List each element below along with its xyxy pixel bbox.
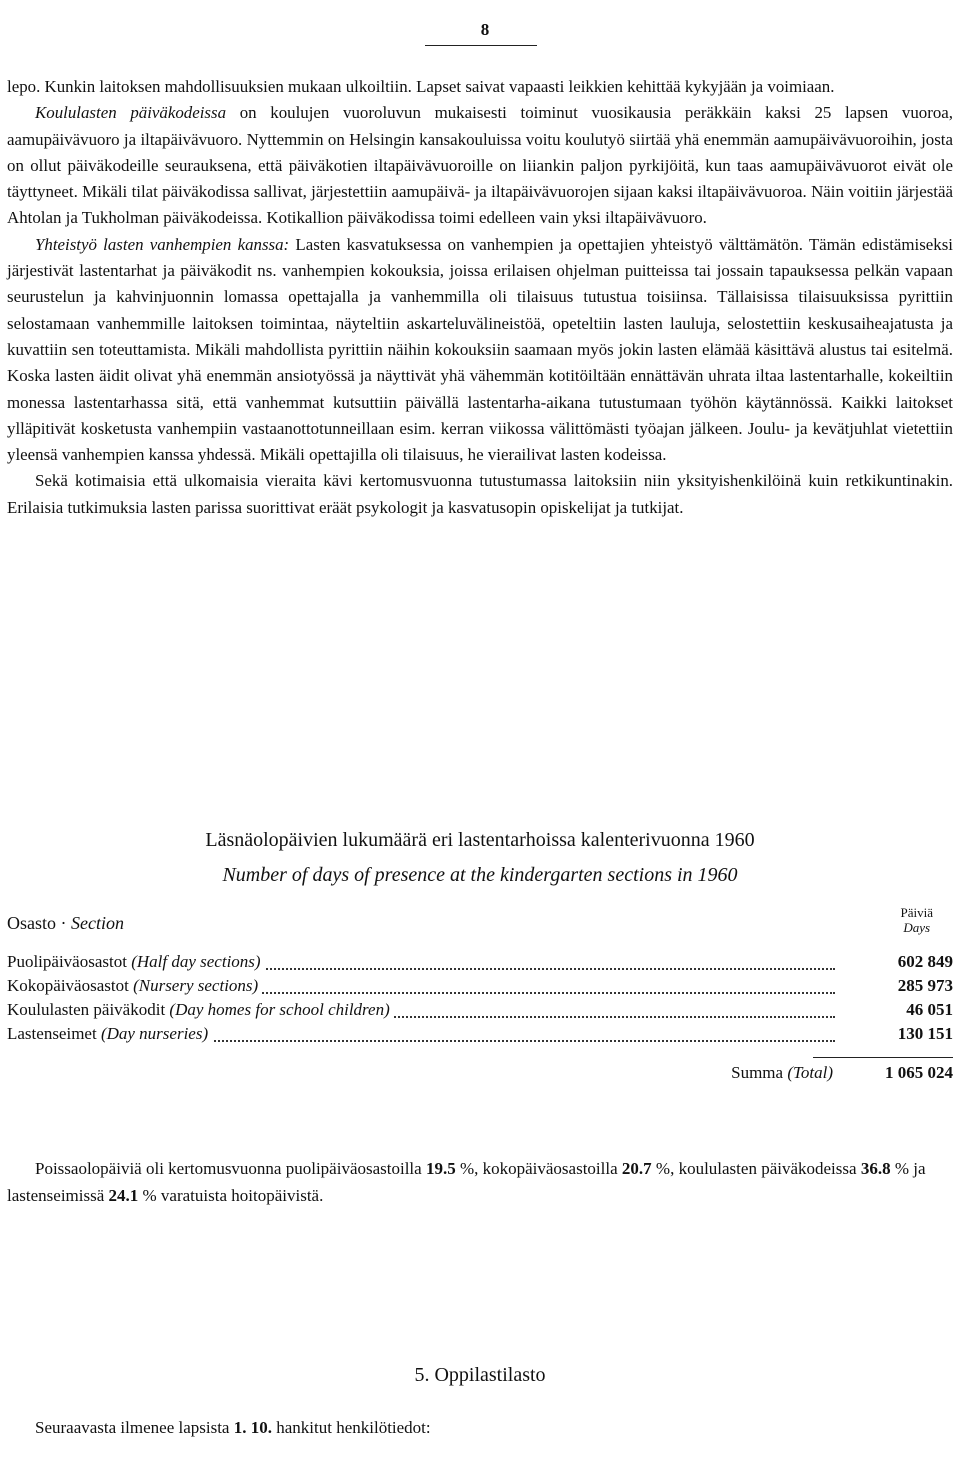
column-header-days-fi: Päiviä xyxy=(900,905,933,920)
absence-value: 19.5 xyxy=(425,1159,456,1178)
absence-value: 36.8 xyxy=(860,1159,891,1178)
row-value: 130 151 xyxy=(897,1024,953,1043)
table-total-row xyxy=(7,1063,953,1087)
paragraph-3-italic: Yhteistyö lasten vanhempien kanssa: xyxy=(35,234,290,254)
paragraph-4: Sekä kotimaisia että ulkomaisia vieraita kävi kertomusvuonna tutustumassa laitoksiin niin yksityishenkilöinä kuin retkikuntinakin. Erilaisia tutkimuksia lasten parissa suorittivat eräät psykologit ja kasvatusopin opiskelijat ja tutkijat. xyxy=(7,471,953,517)
table-caption-english: Number of days of presence at the kindergarten sections in 1960 xyxy=(222,864,738,886)
page-number-rule xyxy=(425,45,537,46)
total-value: 1 065 024 xyxy=(885,1063,953,1082)
paragraph-3 xyxy=(7,232,953,469)
row-value: 602 849 xyxy=(897,952,953,971)
table-row xyxy=(7,1024,953,1048)
total-rule xyxy=(813,1057,953,1058)
closing-line: Seuraavasta ilmenee lapsista 1. 10. hankitut henkilötiedot: xyxy=(35,1418,431,1437)
column-header-section-en: Section xyxy=(71,913,124,933)
row-label: Kokopäiväosastot (Nursery sections) xyxy=(7,976,262,996)
column-header-section xyxy=(7,913,124,934)
column-header-days-en: Days xyxy=(903,920,931,935)
table-row xyxy=(7,976,953,1000)
paragraph-3-text: Lasten kasvatuksessa on vanhempien ja opettajien yhteistyö välttämätön. Tämän edistämiseksi järjestivät lastentarhat ja päiväkodit ns. vanhempien kokouksia, joissa erilaisen ohjelman puitteissa tai jossain tapauksessa pelkän vapaan seurustelun ja kahvinjuonnin lomassa opettajalla ja vanhemmilla oli tilaisuus tutustua toisiinsa. Tällaisissa tilaisuuksissa pyrittiin selostamaan vanhemmille laitoksen toimintaa, näyteltiin askarteluvälineistöä, opeteltiin lasten lauluja, selostettiin keskusaiheajatusta ja kuvattiin sen toteuttamista. Mikäli mahdollista pyrittiin näihin kokouksiin saamaan myös jokin lasten elämää käsittävä alustus tai esitelmä. Koska lasten äidit olivat yhä enemmän ansiotyössä ja näyttivät yhä vähemmän kotitöiltään ennättävän uhrata iltaa lastentarhalle, kokeiltiin monessa lastentarhassa sitä, että vanhemmat kutsuttiin päivällä lastentarha-aikana tutustumaan työhön käytännössä. Kaikki laitokset ylläpitivät kosketusta vanhempiin vastaanottotunneillaan esim. kerran viikossa välittömästi työajan jälkeen. Joulu- ja kevätjuhlat vietettiin yleensä vanhempien kanssa yhdessä. Mikäli opettajilla oli tilaisuus, he vierailivat lasten kodeissa. xyxy=(7,234,953,465)
table-caption-finnish: Läsnäolopäivien lukumäärä eri lastentarhoissa kalenterivuonna 1960 xyxy=(205,829,755,851)
table-row xyxy=(7,1000,953,1024)
absence-value: 20.7 xyxy=(621,1159,652,1178)
row-value: 46 051 xyxy=(906,1000,953,1019)
row-value: 285 973 xyxy=(897,976,953,995)
table-header xyxy=(7,905,953,945)
section-heading: 5. Oppilastilasto xyxy=(414,1364,546,1386)
total-label: Summa (Total) xyxy=(731,1063,833,1082)
absence-paragraph: Poissaolopäiviä oli kertomusvuonna puolipäiväosastoilla 19.5 %, kokopäiväosastoilla 20.7 %, koululasten päiväkodeissa 36.8 % ja lastenseimissä 24.1 % varatuista hoitopäivistä. xyxy=(7,1159,926,1205)
table-row xyxy=(7,952,953,976)
closing-date: 1. 10. xyxy=(233,1418,272,1437)
body-text xyxy=(7,74,953,521)
column-header-separator: · xyxy=(60,913,67,933)
row-label: Koululasten päiväkodit (Day homes for school children) xyxy=(7,1000,394,1020)
paragraph-1: lepo. Kunkin laitoksen mahdollisuuksien mukaan ulkoiltiin. Lapset saivat vapaasti leikkien kehittää kykyjään ja voimiaan. xyxy=(7,77,835,96)
row-label: Puolipäiväosastot (Half day sections) xyxy=(7,952,265,972)
column-header-days xyxy=(901,905,934,935)
paragraph-2-text: on koulujen vuoroluvun mukaisesti toiminut vuosikausia peräkkäin kaksi 25 lapsen vuoroa, aamupäivävuoro ja iltapäivävuoro. Nyttemmin on Helsingin kansakouluissa voitu koulutyö siirtää yhä enemmän aamupäivävuoroihin, josta on ollut päiväkodeille seurauksena, että päiväkotien iltapäivävuoroille on liiankin paljon pyrkijöitä, kun taas aamupäivävuorot eivät ole täyttyneet. Mikäli tilat päiväkodissa sallivat, järjestettiin aamupäivä- ja iltapäivävuorojen sijaan kaksi iltapäivävuoroa. Näin voitiin järjestää Ahtolan ja Tukholman päiväkodeissa. Kotikallion päiväkodissa toimi edelleen vain yksi iltapäivävuoro. xyxy=(7,103,953,228)
row-label: Lastenseimet (Day nurseries) xyxy=(7,1024,212,1044)
paragraph-2 xyxy=(7,100,953,231)
paragraph-2-italic: Koululasten päiväkodeissa xyxy=(35,103,227,123)
absence-value: 24.1 xyxy=(108,1186,139,1205)
page-number: 8 xyxy=(480,20,490,39)
column-header-section-fi: Osasto xyxy=(7,913,56,933)
